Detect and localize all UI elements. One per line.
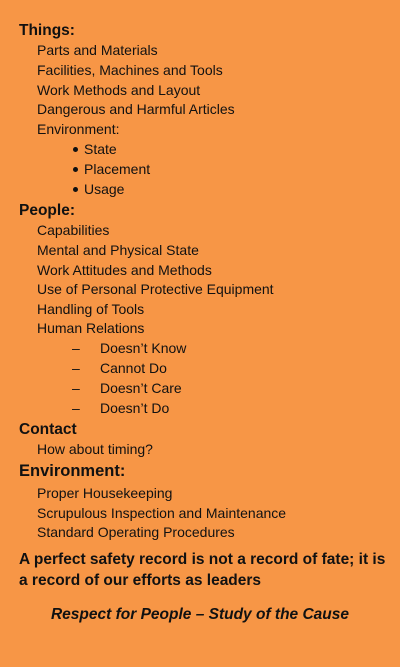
relation-label: Cannot Do [100,360,167,376]
things-item-facilities: Facilities, Machines and Tools [37,62,223,78]
environment-item-procedures: Standard Operating Procedures [37,524,235,540]
motto: Respect for People – Study of the Cause [50,606,349,623]
people-item-ppe: Use of Personal Protective Equipment [37,281,274,297]
relation-cannot-do [72,360,167,377]
things-item-parts: Parts and Materials [37,42,158,58]
bullet-icon [73,167,78,172]
people-heading: People: [19,202,75,219]
dash-icon: – [72,400,80,416]
environment-heading: Environment: [19,462,126,480]
contact-heading: Contact [19,421,77,438]
things-heading: Things: [19,22,75,39]
people-item-capabilities: Capabilities [37,222,110,238]
dash-icon: – [72,380,80,396]
people-item-mental-physical: Mental and Physical State [37,242,199,258]
dash-icon: – [72,360,80,376]
relation-label: Doesn’t Care [100,380,182,396]
environment-bullet-usage [73,181,124,198]
things-item-dangerous-articles: Dangerous and Harmful Articles [37,101,235,117]
relation-label: Doesn’t Know [100,340,187,356]
things-item-work-methods: Work Methods and Layout [37,82,201,98]
safety-statement: A perfect safety record is not a record of fate; it is a record of our efforts as leaders [19,551,386,589]
people-item-tools: Handling of Tools [37,301,145,317]
relation-doesnt-know [72,340,186,357]
relation-label: Doesn’t Do [100,400,170,416]
bullet-label: Usage [84,181,125,197]
bullet-icon [73,147,78,152]
people-item-human-relations: Human Relations [37,320,145,336]
environment-bullet-placement [73,161,150,178]
environment-item-inspection: Scrupulous Inspection and Maintenance [37,505,287,521]
bullet-label: Placement [84,161,151,177]
relation-doesnt-care [72,380,182,397]
contact-item-timing: How about timing? [37,441,153,457]
bullet-icon [73,187,78,192]
bullet-label: State [84,141,117,157]
environment-item-housekeeping: Proper Housekeeping [37,485,173,501]
relation-doesnt-do [72,400,169,417]
things-item-environment: Environment: [37,121,120,137]
environment-bullet-state [73,141,117,158]
people-item-work-attitudes: Work Attitudes and Methods [37,262,212,278]
dash-icon: – [72,340,80,356]
